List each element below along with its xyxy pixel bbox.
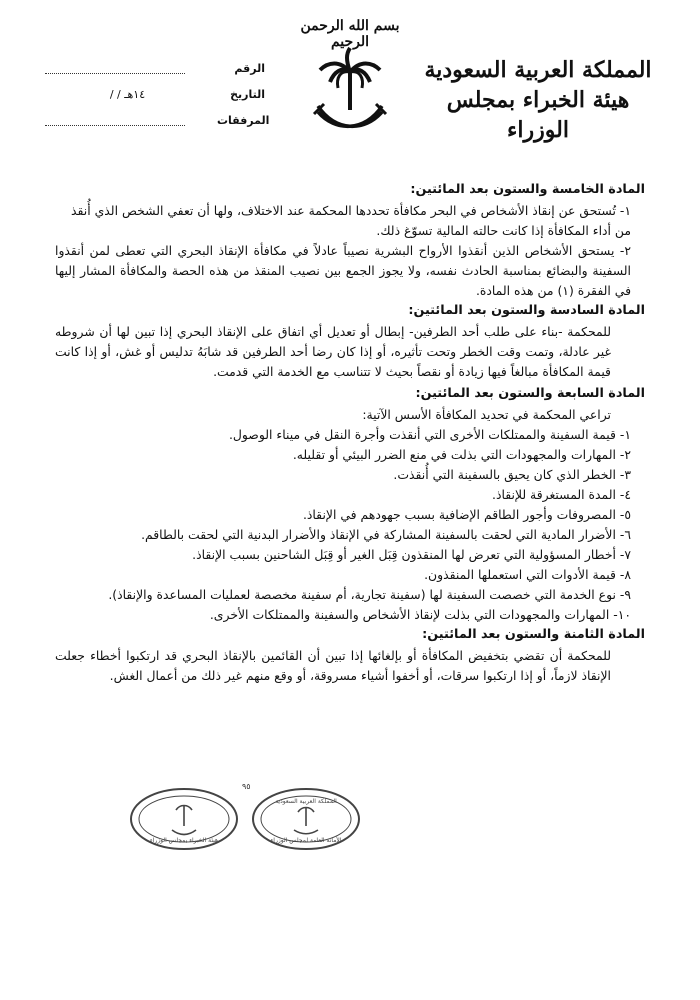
- kingdom-name: المملكة العربية السعودية: [424, 57, 652, 83]
- official-seal-right: [250, 786, 362, 852]
- article-267-item-5: ٥- المصروفات وأجور الطاقم الإضافية بسبب جهودهم في الإنقاذ.: [302, 507, 631, 522]
- article-267-item-3: ٣- الخطر الذي كان يحيق بالسفينة التي أُنقذت.: [393, 467, 631, 482]
- date-value: / / ١٤هـ: [109, 88, 146, 101]
- article-268-heading: المادة الثامنة والستون بعد المائتين:: [422, 627, 645, 642]
- ref-label: الرقم: [234, 62, 265, 75]
- attachments-row: [45, 112, 270, 138]
- article-267-item-4: ٤- المدة المستغرقة للإنقاذ.: [492, 487, 631, 502]
- council-name: هيئة الخبراء بمجلس الوزراء: [446, 87, 630, 143]
- article-267-item-2: ٢- المهارات والمجهودات التي بذلت في منع الضرر البيئي أو تقليله.: [292, 447, 631, 462]
- article-266-text: للمحكمة -بناء على طلب أحد الطرفين- إبطال أو تعديل أي اتفاق على الإنقاذ البحري إذا تبين لها أن شروطه غير عادلة، وتمت وقت الخطر وتحت تأثيره، أو إذا كان رضا أحد الطرفين قد شابَهُ تدليس أو غش، أو إذا كانت قيمة المكافأة مبالغاً فيها زيادة أو نقصاً بحيث لا تتناسب مع الخدمة التي قدمت.: [55, 324, 611, 379]
- document-body: [55, 180, 645, 688]
- article-268-text: للمحكمة أن تقضي بتخفيض المكافأة أو بإلغائها إذا تبين أن القائمين بالإنقاذ البحري قد ارتكبوا أخطاء جعلت الإنقاذ لازماً، أو إذا ارتكبوا سرقات، أو أخفوا أشياء مسروقة، أو وقع منهم غير ذلك من أعمال الغش.: [55, 648, 611, 683]
- article-267-heading: المادة السابعة والستون بعد المائتين:: [415, 386, 645, 401]
- official-seal-left: [128, 786, 240, 852]
- kingdom-title: [418, 55, 658, 145]
- reference-block: [45, 60, 270, 138]
- ref-blank: [45, 73, 185, 74]
- article-267-item-7: ٧- أخطار المسؤولية التي تعرض لها المنقذون قِبَل الغير أو قِبَل الشاحنين بسبب الإنقاذ.: [192, 547, 631, 562]
- seal-right-subtitle: الأمانة العامة لمجلس الوزراء: [270, 837, 342, 844]
- article-267-item-9: ٩- نوع الخدمة التي خصصت السفينة لها (سفينة تجارية، أم سفينة مخصصة لعمليات المساعدة والإنقاذ).: [108, 587, 631, 602]
- article-267-item-8: ٨- قيمة الأدوات التي استعملها المنقذون.: [424, 567, 631, 582]
- saudi-emblem-icon: [310, 42, 390, 142]
- article-267-intro: تراعي المحكمة في تحديد المكافأة الأسس الآتية:: [362, 407, 611, 422]
- attachments-label: المرفقات: [217, 114, 270, 127]
- attachments-blank: [45, 125, 185, 126]
- seal-right-title: المملكة العربية السعودية: [275, 798, 337, 805]
- article-265-heading: المادة الخامسة والستون بعد المائتين:: [410, 182, 645, 197]
- article-265-item-1: ١- تُستحق عن إنقاذ الأشخاص في البحر مكافأة تحددها المحكمة عند الاختلاف، ولها أن تعفي الشخص الذي أُنقذ من أداء المكافأة إذا كانت حالته المالية تسوّغ ذلك.: [71, 203, 631, 238]
- article-266-heading: المادة السادسة والستون بعد المائتين:: [408, 303, 645, 318]
- letterhead: [0, 0, 700, 150]
- date-label: التاريخ: [230, 88, 265, 101]
- seal-number: ٩٥: [242, 782, 251, 791]
- ref-row: [45, 60, 265, 86]
- basmala: بسم الله الرحمن الرحيم: [300, 18, 400, 50]
- article-267-item-10: ١٠- المهارات والمجهودات التي بذلت لإنقاذ الأشخاص والسفينة والممتلكات الأخرى.: [209, 607, 631, 622]
- article-265-item-2: ٢- يستحق الأشخاص الذين أنقذوا الأرواح البشرية نصيباً عادلاً في مكافأة الإنقاذ البحري التي تعطى لمن أنقذوا السفينة والبضائع بمناسبة الحادث نفسه، ولا يجوز الجمع بين نصيب المنقذ من هذه الحصة والمكافأة المشار إليها في الفقرة (١) من هذه المادة.: [55, 243, 631, 298]
- date-row: [45, 86, 265, 112]
- article-267-item-1: ١- قيمة السفينة والممتلكات الأخرى التي أنقذت وأجرة النقل في ميناء الوصول.: [228, 427, 631, 442]
- seal-left-text: هيئة الخبراء بمجلس الوزراء: [149, 837, 219, 844]
- article-267-item-6: ٦- الأضرار المادية التي لحقت بالسفينة المشاركة في الإنقاذ والأضرار البدنية التي لحقت بالطاقم.: [141, 527, 631, 542]
